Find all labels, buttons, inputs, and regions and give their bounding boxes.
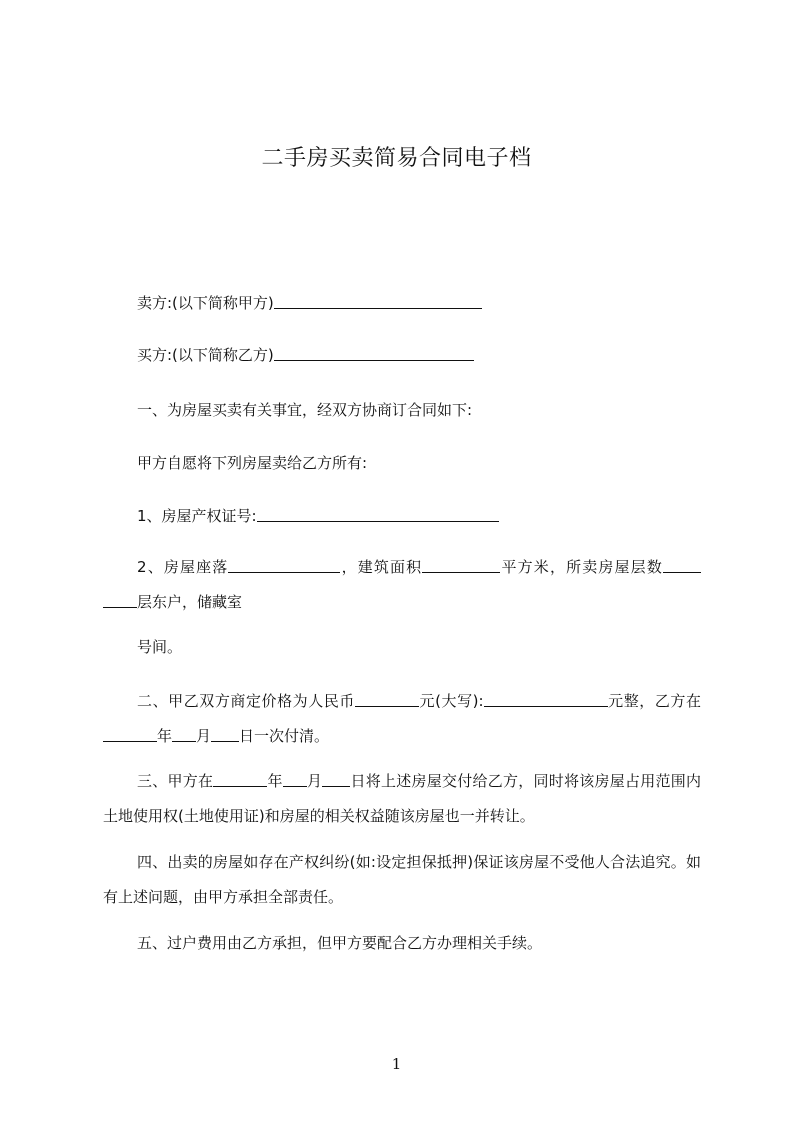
clause1-sub: 甲方自愿将下列房屋卖给乙方所有: [137, 454, 368, 472]
clause3-paragraph [103, 764, 701, 834]
clause2-capital-label: 元(大写): [418, 692, 484, 710]
clause2-payment-label: 元整，乙方在 [607, 692, 701, 710]
item2-storage-label: 层东户，储藏室 [137, 593, 243, 611]
seller-name-blank[interactable] [274, 294, 482, 309]
floor-number-blank-a[interactable] [663, 558, 701, 573]
buyer-line [137, 345, 474, 365]
property-location-blank[interactable] [228, 558, 340, 573]
item1-line [137, 506, 499, 526]
payment-year-blank[interactable] [103, 727, 157, 742]
clause3-label: 三、甲方在 [137, 772, 214, 790]
property-cert-number-blank[interactable] [257, 507, 499, 522]
item2-paragraph [103, 550, 701, 620]
document-title: 二手房买卖简易合同电子档 [261, 146, 532, 171]
floor-number-blank-b[interactable] [103, 593, 137, 608]
clause2-price-label: 二、甲乙双方商定价格为人民币 [137, 692, 355, 710]
clause2-paragraph [103, 684, 701, 754]
payment-month-blank[interactable] [172, 727, 196, 742]
clause2-year-label: 年 [157, 727, 173, 745]
item2-floor-label: 平方米，所卖房屋层数 [500, 558, 663, 576]
clause3-text: 日将上述房屋交付给乙方，同时将该房屋占用范围内土地使用权(土地使用证)和房屋的相关权益随该房屋也一并转让。 [103, 772, 701, 825]
item2-location-label: 2、房屋座落 [137, 558, 229, 576]
page-number: 1 [391, 1055, 402, 1073]
payment-day-blank[interactable] [211, 727, 239, 742]
clause5-paragraph: 五、过户费用由乙方承担，但甲方要配合乙方办理相关手续。 [137, 934, 543, 952]
seller-line [137, 293, 482, 313]
item1-label: 1、房屋产权证号: [137, 507, 257, 525]
building-area-blank[interactable] [422, 558, 500, 573]
item2-room-suffix: 号间。 [137, 638, 183, 656]
delivery-year-blank[interactable] [213, 772, 267, 787]
clause3-month-label: 月 [306, 772, 323, 790]
buyer-name-blank[interactable] [274, 346, 474, 361]
delivery-day-blank[interactable] [322, 772, 350, 787]
seller-label: 卖方:(以下简称甲方) [137, 294, 274, 312]
item2-area-label: ，建筑面积 [340, 558, 423, 576]
clause1-intro: 一、为房屋买卖有关事宜，经双方协商订合同如下: [137, 401, 473, 419]
price-number-blank[interactable] [355, 692, 419, 707]
clause2-day-label: 日一次付清。 [239, 727, 330, 745]
clause2-month-label: 月 [196, 727, 212, 745]
delivery-month-blank[interactable] [283, 772, 307, 787]
price-capital-blank[interactable] [484, 692, 608, 707]
clause3-year-label: 年 [267, 772, 283, 790]
buyer-label: 买方:(以下简称乙方) [137, 346, 274, 364]
clause4-paragraph: 四、出卖的房屋如存在产权纠纷(如:设定担保抵押)保证该房屋不受他人合法追究。如有上述问题，由甲方承担全部责任。 [103, 853, 701, 906]
